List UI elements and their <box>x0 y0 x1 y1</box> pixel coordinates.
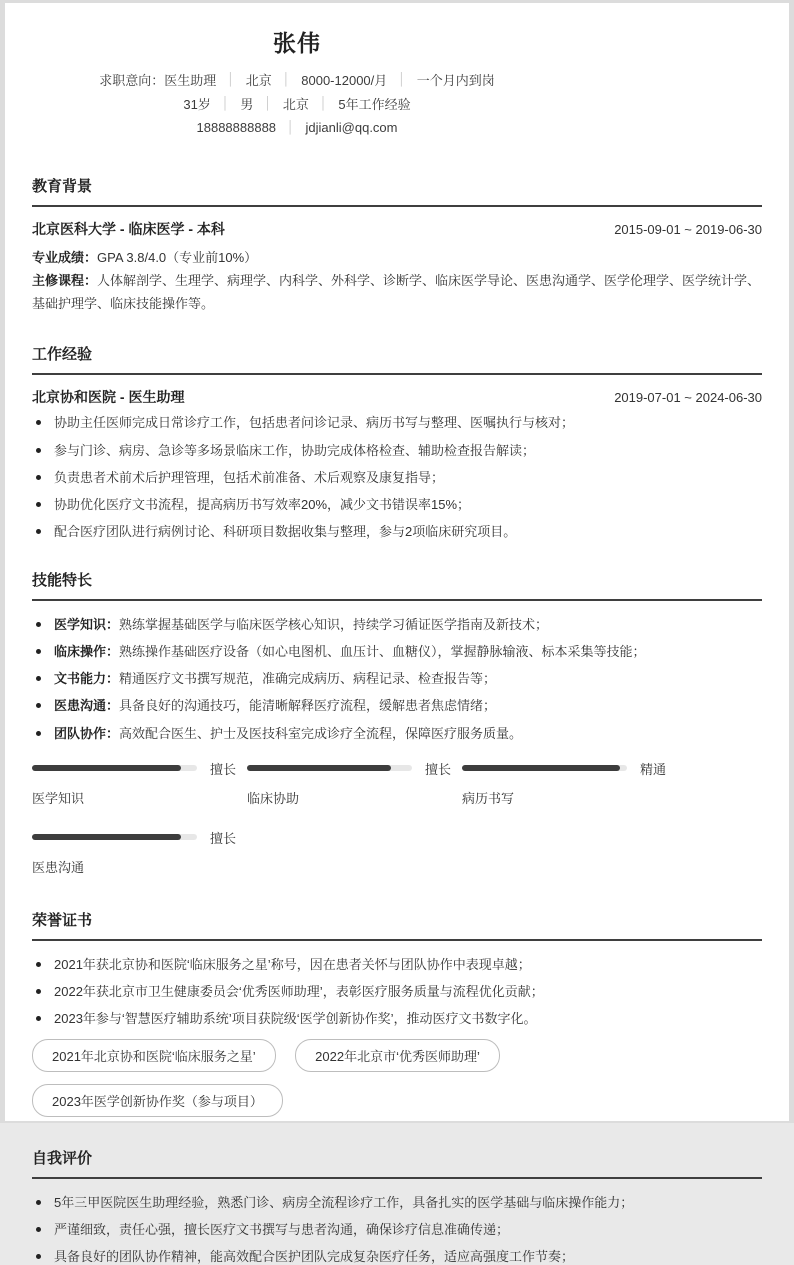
work-body <box>32 375 762 540</box>
contact-line <box>32 115 562 139</box>
honor-badge: 2023年医学创新协作奖（参与项目） <box>32 1084 283 1117</box>
section-skills <box>32 569 762 897</box>
phone-number: 18888888888 <box>197 120 277 135</box>
list-item <box>32 497 762 513</box>
bullet-dot <box>36 1200 41 1205</box>
skill-label: 医患沟通： <box>54 698 119 713</box>
work-bullet-text: 协助优化医疗文书流程，提高病历书写效率20%，减少文书错误率15%； <box>54 497 470 513</box>
skill-label: 团队协作： <box>54 726 119 741</box>
job-intent-label: 求职意向： <box>99 70 164 89</box>
skill-bar-medical-knowledge <box>32 759 247 807</box>
work-entry-date: 2019-07-01 ~ 2024-06-30 <box>614 390 762 405</box>
resume-header <box>32 25 762 139</box>
bullet-dot <box>36 420 41 425</box>
honor-bullet-text: 2022年获北京市卫生健康委员会‘优秀医师助理’，表彰医疗服务质量与流程优化贡献； <box>54 984 544 1000</box>
bullet-dot <box>36 703 41 708</box>
bar-fill <box>462 765 620 771</box>
skills-body <box>32 601 762 897</box>
bar-skill-name: 医学知识 <box>32 788 247 807</box>
self-evaluation-text: 5年三甲医院医生助理经验，熟悉门诊、病房全流程诊疗工作，具备扎实的医学基础与临床操作能力； <box>54 1195 633 1211</box>
header-main <box>32 25 562 139</box>
intent-salary: 8000-12000/月 <box>301 70 387 89</box>
bullet-dot <box>36 962 41 967</box>
skill-bar-patient-communication <box>32 828 247 876</box>
skill-text: 具备良好的沟通技巧，能清晰解释医疗流程，缓解患者焦虑情绪； <box>119 698 496 713</box>
age: 31岁 <box>183 94 210 113</box>
separator <box>264 96 272 110</box>
education-entry-date: 2015-09-01 ~ 2019-06-30 <box>614 222 762 237</box>
skill-text: 熟练掌握基础医学与临床医学核心知识，持续学习循证医学指南及新技术； <box>119 617 548 632</box>
work-bullet-text: 协助主任医师完成日常诊疗工作，包括患者问诊记录、病历书写与整理、医嘱执行与核对； <box>54 415 574 431</box>
intent-availability: 一个月内到岗 <box>417 70 495 89</box>
skill-bars <box>32 759 762 897</box>
skill-text: 熟练操作基础医疗设备（如心电图机、血压计、血糖仪），掌握静脉输液、标本采集等技能； <box>119 644 646 659</box>
education-body <box>32 207 762 315</box>
bullet-dot <box>36 649 41 654</box>
education-entry-title: 北京医科大学 - 临床医学 - 本科 <box>32 219 225 239</box>
bar-level-label: 精通 <box>640 759 666 778</box>
separator <box>227 72 235 86</box>
self-evaluation-body <box>32 1179 762 1265</box>
intent-position: 医生助理 <box>164 70 216 89</box>
section-title-work: 工作经验 <box>32 343 762 375</box>
basic-info-line <box>32 91 562 115</box>
intent-city: 北京 <box>246 70 272 89</box>
self-evaluation-text: 具备良好的团队协作精神，能高效配合医护团队完成复杂医疗任务，适应高强度工作节奏； <box>54 1249 574 1265</box>
list-item <box>32 524 762 540</box>
honors-body <box>32 941 762 1129</box>
skill-bar-record-writing <box>462 759 677 807</box>
list-item <box>32 671 762 687</box>
gender: 男 <box>240 94 253 113</box>
list-item <box>32 644 762 660</box>
skill-text: 高效配合医生、护士及医技科室完成诊疗全流程，保障医疗服务质量。 <box>119 726 522 741</box>
skill-label: 文书能力： <box>54 671 119 686</box>
work-bullet-text: 负责患者术前术后护理管理，包括术前准备、术后观察及康复指导； <box>54 470 444 486</box>
section-education <box>32 175 762 315</box>
list-item <box>32 984 762 1000</box>
section-title-education: 教育背景 <box>32 175 762 207</box>
bar-level-label: 擅长 <box>210 828 236 847</box>
list-item <box>32 1195 762 1211</box>
bullet-dot <box>36 529 41 534</box>
bullet-dot <box>36 502 41 507</box>
work-bullet-text: 配合医疗团队进行病例讨论、科研项目数据收集与整理，参与2项临床研究项目。 <box>54 524 516 540</box>
bullet-dot <box>36 1254 41 1259</box>
experience-years: 5年工作经验 <box>338 94 410 113</box>
courses-value: 人体解剖学、生理学、病理学、内科学、外科学、诊断学、临床医学导论、医患沟通学、医学伦理学、医学统计学、基础护理学、临床技能操作等。 <box>32 273 760 311</box>
section-honors <box>32 909 762 1129</box>
education-courses-row <box>32 270 762 316</box>
bar-skill-name: 医患沟通 <box>32 857 247 876</box>
honor-bullet-text: 2021年获北京协和医院‘临床服务之星’称号，因在患者关怀与团队协作中表现卓越； <box>54 957 531 973</box>
section-title-self-evaluation: 自我评价 <box>32 1147 762 1179</box>
location: 北京 <box>283 94 309 113</box>
bar-skill-name: 病历书写 <box>462 788 677 807</box>
bar-fill <box>32 765 181 771</box>
list-item <box>32 957 762 973</box>
section-title-honors: 荣誉证书 <box>32 909 762 941</box>
job-intent-line <box>32 67 562 91</box>
list-item <box>32 470 762 486</box>
skill-text: 精通医疗文书撰写规范，准确完成病历、病程记录、检查报告等； <box>119 671 496 686</box>
self-evaluation-text: 严谨细致，责任心强，擅长医疗文书撰写与患者沟通，确保诊疗信息准确传递； <box>54 1222 509 1238</box>
skills-bullet-list <box>32 617 762 742</box>
skill-bars-row-2 <box>32 828 762 897</box>
work-entry-title: 北京协和医院 - 医生助理 <box>32 387 184 407</box>
work-bullet-list <box>32 415 762 540</box>
work-bullet-text: 参与门诊、病房、急诊等多场景临床工作，协助完成体格检查、辅助检查报告解读； <box>54 443 535 459</box>
honors-bullet-list <box>32 957 762 1028</box>
honor-bullet-text: 2023年参与‘智慧医疗辅助系统’项目获院级‘医学创新协作奖’，推动医疗文书数字化。 <box>54 1011 536 1027</box>
bullet-dot <box>36 676 41 681</box>
bullet-dot <box>36 1016 41 1021</box>
education-gpa-row <box>32 247 762 270</box>
separator <box>287 120 295 134</box>
self-evaluation-bullet-list <box>32 1195 762 1265</box>
section-title-skills: 技能特长 <box>32 569 762 601</box>
bar-track <box>32 765 197 771</box>
work-entry-header <box>32 387 762 407</box>
separator <box>283 72 291 86</box>
bullet-dot <box>36 448 41 453</box>
honor-badges <box>32 1039 762 1129</box>
list-item <box>32 1222 762 1238</box>
candidate-name: 张伟 <box>32 25 562 58</box>
bullet-dot <box>36 475 41 480</box>
bar-level-label: 擅长 <box>210 759 236 778</box>
separator <box>222 96 230 110</box>
separator <box>320 96 328 110</box>
bar-skill-name: 临床协助 <box>247 788 462 807</box>
bullet-dot <box>36 1227 41 1232</box>
bullet-dot <box>36 622 41 627</box>
resume-page <box>5 3 789 1121</box>
list-item <box>32 443 762 459</box>
bar-track <box>32 834 197 840</box>
bar-track <box>462 765 627 771</box>
skill-bar-clinical-assist <box>247 759 462 807</box>
bullet-dot <box>36 731 41 736</box>
skill-label: 临床操作： <box>54 644 119 659</box>
honor-badge: 2021年北京协和医院‘临床服务之星’ <box>32 1039 276 1072</box>
gpa-label: 专业成绩： <box>32 250 97 265</box>
courses-label: 主修课程： <box>32 273 97 288</box>
skill-label: 医学知识： <box>54 617 119 632</box>
skill-bars-row-1 <box>32 759 762 828</box>
bar-level-label: 擅长 <box>425 759 451 778</box>
list-item <box>32 415 762 431</box>
education-entry-header <box>32 219 762 239</box>
honor-badge: 2022年北京市‘优秀医师助理’ <box>295 1039 500 1072</box>
bullet-dot <box>36 989 41 994</box>
bar-track <box>247 765 412 771</box>
list-item <box>32 617 762 633</box>
gpa-value: GPA 3.8/4.0（专业前10%） <box>97 250 257 265</box>
section-work <box>32 343 762 540</box>
separator <box>398 72 406 86</box>
section-self-evaluation <box>32 1147 762 1265</box>
list-item <box>32 698 762 714</box>
list-item <box>32 1249 762 1265</box>
bar-fill <box>32 834 181 840</box>
list-item <box>32 726 762 742</box>
photo-placeholder-space <box>562 25 762 139</box>
email-address: jdjianli@qq.com <box>306 120 398 135</box>
bar-fill <box>247 765 391 771</box>
list-item <box>32 1011 762 1027</box>
